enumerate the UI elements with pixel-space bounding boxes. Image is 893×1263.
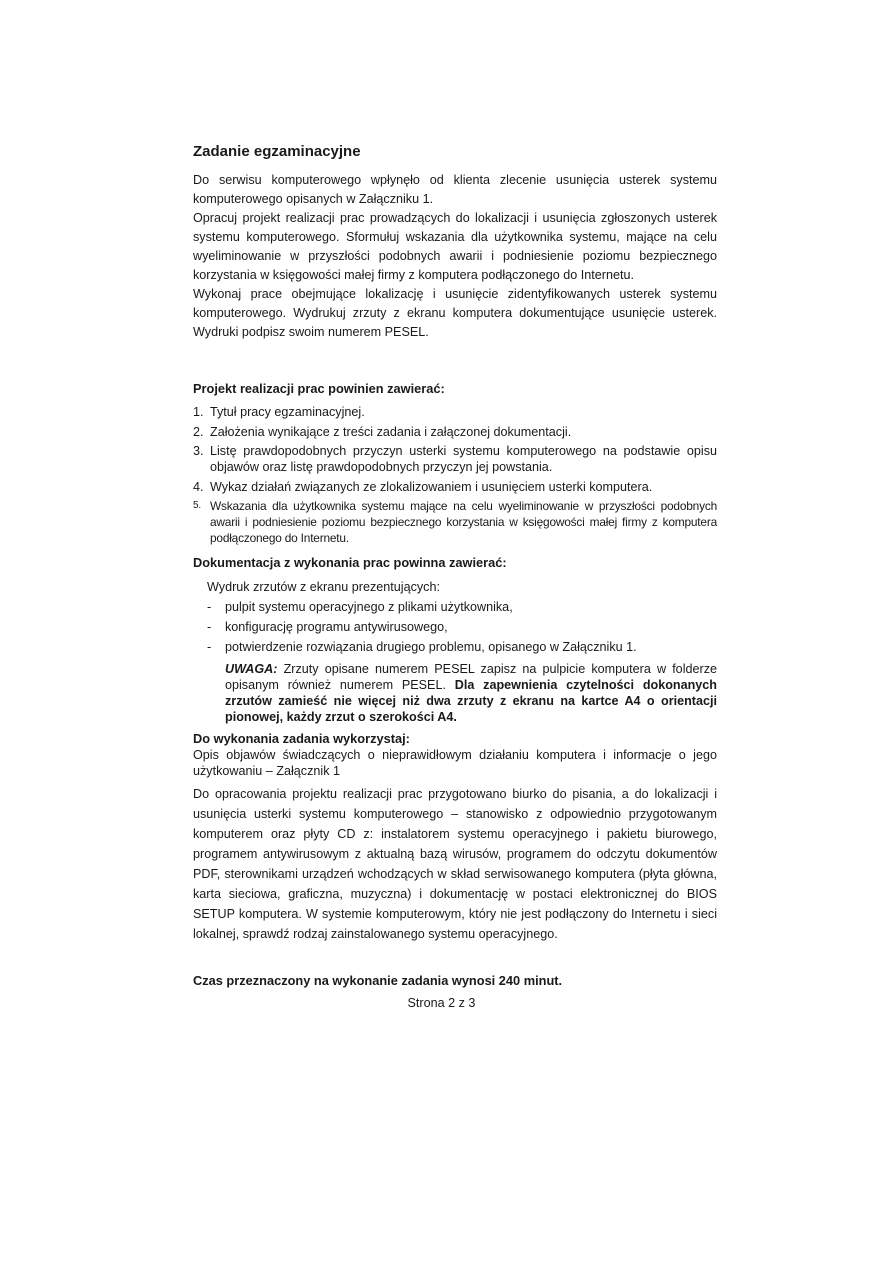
documentation-list bbox=[207, 577, 717, 657]
list-text: Wskazania dla użytkownika systemu mające na celu wyeliminowanie w przyszłości podobnych awarii i podniesienie poziomu bezpiecznego korzystania w księgowości małej firmy z komputera podłączonego do Internetu. bbox=[210, 499, 717, 545]
list-item bbox=[193, 498, 717, 546]
list-item bbox=[193, 424, 717, 440]
note-label: UWAGA: bbox=[225, 662, 278, 676]
list-text: Wykaz działań związanych ze zlokalizowaniem i usunięciem usterki komputera. bbox=[210, 479, 653, 494]
dash-marker: - bbox=[207, 620, 212, 634]
list-number: 1. bbox=[193, 405, 204, 419]
resources-text: Opis objawów świadczących o nieprawidłowym działaniu komputera i informacje o jego użytkowaniu – Załącznik 1 bbox=[193, 748, 717, 778]
list-text: Założenia wynikające z treści zadania i załączonej dokumentacji. bbox=[210, 424, 572, 439]
bullet-text: pulpit systemu operacyjnego z plikami użytkownika, bbox=[225, 600, 513, 614]
dash-marker: - bbox=[207, 640, 212, 654]
project-heading: Projekt realizacji prac powinien zawierać: bbox=[193, 381, 445, 396]
list-number: 4. bbox=[193, 479, 204, 494]
intro-paragraph: Do serwisu komputerowego wpłynęło od klienta zlecenie usunięcia usterek systemu komputerowego opisanych w Załączniku 1. bbox=[193, 173, 717, 206]
bullet-item bbox=[207, 597, 717, 617]
list-text: Tytuł pracy egzaminacyjnej. bbox=[210, 405, 365, 419]
list-number: 2. bbox=[193, 424, 204, 439]
setup-paragraph: Do opracowania projektu realizacji prac przygotowano biurko do pisania, a do lokalizacji i usunięcia usterki systemu komputerowego – stanowisko z odpowiednio przygotowanym komputerem oraz płyty CD z: instalatorem systemu operacyjnego i pakietu biurowego, programem antywirusowym z aktualną bazą wirusów, programem do odczytu dokumentów PDF, sterownikami urządzeń wchodzących w skład serwisowanego komputera (płyta główna, karta sieciowa, graficzna, muzyczna) i dokumentację w postaci elektronicznej do BIOS SETUP komputera. W systemie komputerowym, który nie jest podłączony do Internetu i sieci lokalnej, sprawdź rodzaj zainstalowanego systemu operacyjnego. bbox=[193, 787, 717, 941]
note-text: Zrzuty opisane numerem PESEL zapisz na pulpicie komputera w folderze opisanym również numerem PESEL. bbox=[225, 662, 717, 692]
project-list bbox=[193, 404, 717, 550]
resources-heading: Do wykonania zadania wykorzystaj: bbox=[193, 731, 410, 746]
list-number: 5. bbox=[193, 500, 201, 511]
page-number: Strona 2 z 3 bbox=[407, 996, 476, 1010]
note-bold-text: Dla zapewnienia czytelności dokonanych zrzutów zamieść nie więcej niż dwa zrzuty z ekranu na kartce A4 o orientacji pionowej, każdy zrzut o szerokości A4. bbox=[225, 678, 717, 724]
documentation-lead: Wydruk zrzutów z ekranu prezentujących: bbox=[207, 580, 440, 594]
bullet-item bbox=[207, 617, 717, 637]
documentation-heading: Dokumentacja z wykonania prac powinna zawierać: bbox=[193, 555, 507, 570]
dash-marker: - bbox=[207, 600, 212, 614]
bullet-text: konfigurację programu antywirusowego, bbox=[225, 620, 448, 634]
bullet-text: potwierdzenie rozwiązania drugiego problemu, opisanego w Załączniku 1. bbox=[225, 640, 637, 654]
list-item bbox=[193, 443, 717, 475]
intro-section bbox=[193, 171, 717, 342]
page-title: Zadanie egzaminacyjne bbox=[193, 143, 361, 160]
list-item bbox=[193, 479, 717, 495]
list-number: 3. bbox=[193, 444, 204, 458]
list-item bbox=[193, 404, 717, 420]
time-limit: Czas przeznaczony na wykonanie zadania wynosi 240 minut. bbox=[193, 973, 563, 988]
intro-paragraph: Opracuj projekt realizacji prac prowadzących do lokalizacji i usunięcia zgłoszonych usterek systemu komputerowego. Sformułuj wskazania dla użytkownika systemu, mające na celu wyeliminowanie w przyszłości podobnych awarii i podniesienie poziomu bezpiecznego korzystania w księgowości małej firmy z komputera podłączonego do Internetu. bbox=[193, 211, 717, 282]
list-text: Listę prawdopodobnych przyczyn usterki systemu komputerowego na podstawie opisu objawów oraz listę prawdopodobnych przyczyn jej powstania. bbox=[210, 444, 717, 474]
bullet-item bbox=[207, 637, 717, 657]
intro-paragraph: Wykonaj prace obejmujące lokalizację i usunięcie zidentyfikowanych usterek systemu komputerowego. Wydrukuj zrzuty z ekranu komputera dokumentujące usunięcie usterek. Wydruki podpisz swoim numerem PESEL. bbox=[193, 287, 717, 339]
resources-section bbox=[193, 731, 717, 779]
note bbox=[225, 661, 717, 725]
